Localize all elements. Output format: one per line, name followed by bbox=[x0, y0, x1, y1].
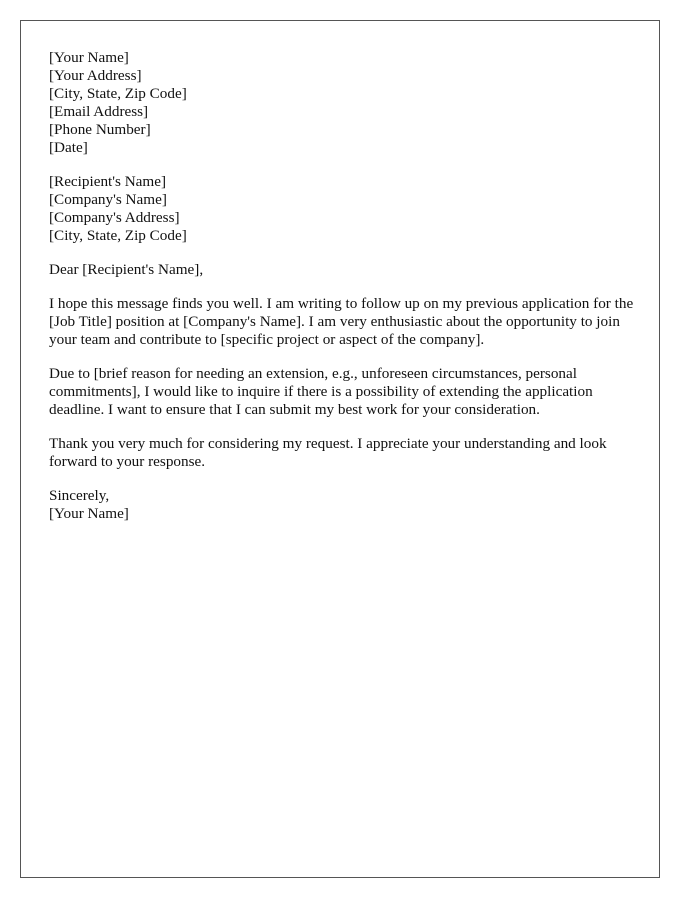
body-paragraph-1: I hope this message finds you well. I am writing to follow up on my previous application for the [Job Title] position at [Company's Name]. I am very enthusiastic about the opportunity to join your team and contribute to [specific project or aspect of the company]. bbox=[49, 295, 634, 348]
letter-date: [Date] bbox=[49, 139, 88, 156]
closing-block bbox=[49, 487, 634, 523]
recipient-block bbox=[49, 173, 634, 245]
sender-name: [Your Name] bbox=[49, 49, 129, 66]
recipient-city-state-zip: [City, State, Zip Code] bbox=[49, 227, 187, 244]
body-paragraph-2: Due to [brief reason for needing an extension, e.g., unforeseen circumstances, personal commitments], I would like to inquire if there is a possibility of extending the application deadline. I want to ensure that I can submit my best work for your consideration. bbox=[49, 365, 593, 418]
recipient-company-address: [Company's Address] bbox=[49, 209, 180, 226]
sender-block bbox=[49, 49, 634, 157]
sender-phone: [Phone Number] bbox=[49, 121, 151, 138]
sender-email: [Email Address] bbox=[49, 103, 149, 120]
valediction: Sincerely, bbox=[49, 487, 110, 504]
body-paragraph-3: Thank you very much for considering my request. I appreciate your understanding and look forward to your response. bbox=[49, 435, 607, 470]
letter-page bbox=[20, 20, 660, 878]
sender-city-state-zip: [City, State, Zip Code] bbox=[49, 85, 187, 102]
letter-content bbox=[49, 49, 634, 539]
signature-name: [Your Name] bbox=[49, 505, 129, 522]
recipient-company: [Company's Name] bbox=[49, 191, 167, 208]
salutation: Dear [Recipient's Name], bbox=[49, 261, 204, 278]
recipient-name: [Recipient's Name] bbox=[49, 173, 167, 190]
sender-address: [Your Address] bbox=[49, 67, 142, 84]
